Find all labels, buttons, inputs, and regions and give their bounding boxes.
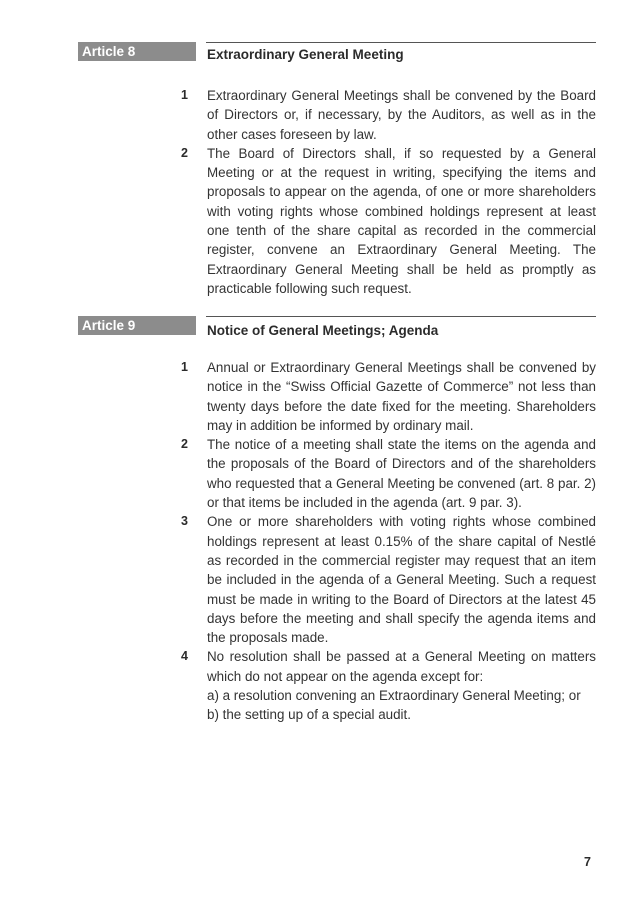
article-rule (206, 42, 596, 43)
article-9 (78, 316, 596, 723)
item-number: 2 (181, 145, 188, 160)
article-8 (78, 42, 596, 296)
article-items (78, 86, 596, 298)
article-item (78, 144, 596, 298)
item-subclause: a) a resolution convening an Extraordinary General Meeting; or (207, 688, 581, 704)
item-text: Extraordinary General Meetings shall be convened by the Board of Directors or, if necessary, by the Auditors, as well as in the other cases foreseen by law. (207, 88, 596, 142)
article-header (78, 42, 596, 64)
article-tag: Article 9 (78, 316, 196, 335)
article-item (78, 358, 596, 435)
item-subclause: b) the setting up of a special audit. (207, 707, 411, 723)
item-number: 2 (181, 437, 188, 452)
article-item (78, 512, 596, 647)
article-tag: Article 8 (78, 42, 196, 61)
article-header (78, 316, 596, 338)
article-item (78, 435, 596, 512)
item-text: One or more shareholders with voting rights whose combined holdings represent at least 0.15% of the share capital of Nestlé as recorded in the commercial register may request that an item be included in the agenda of a General Meeting. Such a request must be made in writing to the Board of Directors at the latest 45 days before the meeting and shall specify the agenda items and the proposals made. (207, 514, 596, 646)
item-number: 3 (181, 514, 188, 529)
item-text: Annual or Extraordinary General Meetings shall be convened by notice in the “Swiss Official Gazette of Commerce” not less than twenty days before the date fixed for the meeting. Shareholders may in addition be informed by ordinary mail. (207, 360, 596, 433)
item-text (207, 647, 596, 724)
item-number: 1 (181, 88, 188, 102)
item-number: 4 (181, 649, 188, 664)
article-title: Notice of General Meetings; Agenda (207, 323, 439, 338)
item-text: The notice of a meeting shall state the items on the agenda and the proposals of the Board of Directors and of the shareholders who requested that a General Meeting be convened (art. 8 par. 2) or that items be included in the agenda (art. 9 par. 3). (207, 437, 596, 511)
article-items (78, 358, 596, 725)
article-rule (206, 316, 596, 317)
item-text: The Board of Directors shall, if so requested by a General Meeting or at the request in writing, specifying the items and proposals to appear on the agenda, of one or more shareholders with voting rights whose combined holdings represent at least one tenth of the share capital as recorded in the commercial register, convene an Extraordinary General Meeting. The Extraordinary General Meeting shall be held as promptly as practicable following such request. (207, 145, 596, 296)
article-item (78, 647, 596, 724)
article-title: Extraordinary General Meeting (207, 47, 404, 62)
item-text-line: No resolution shall be passed at a General Meeting on matters which do not appear on the agenda except for: (207, 649, 596, 684)
item-number: 1 (181, 360, 188, 374)
page-number: 7 (584, 855, 591, 869)
article-item (78, 86, 596, 144)
